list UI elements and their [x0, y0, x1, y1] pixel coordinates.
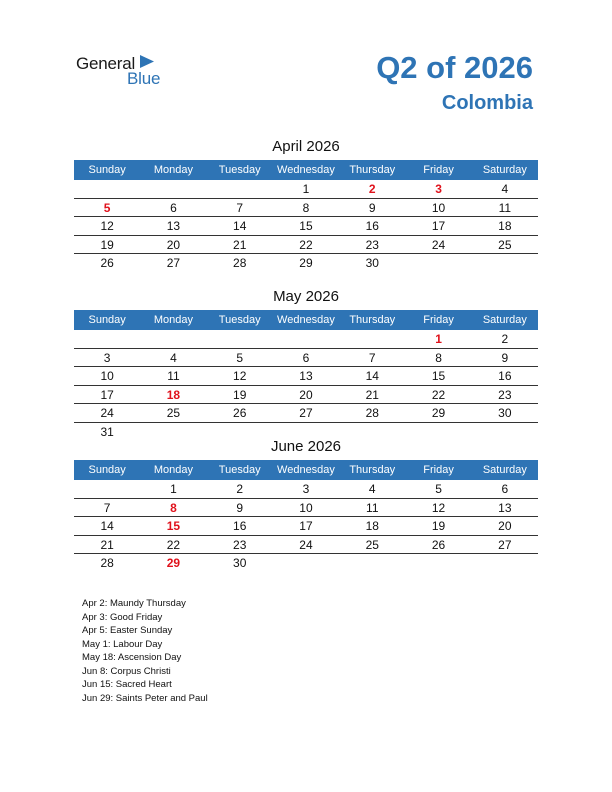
- day-cell: 22: [166, 537, 181, 552]
- day-cell: [74, 330, 140, 348]
- weekday-header-row: [74, 310, 538, 330]
- weekday-header: Tuesday: [218, 464, 261, 476]
- week-row: [74, 536, 538, 555]
- week-row: [74, 199, 538, 218]
- day-cell: 8: [435, 350, 442, 365]
- day-cell: 9: [368, 200, 376, 215]
- day-cell: 31: [100, 424, 114, 439]
- month-title: June 2026: [270, 438, 342, 455]
- holiday-day-cell: 8: [170, 500, 177, 515]
- month-april: [74, 138, 538, 273]
- day-cell: 7: [368, 350, 376, 365]
- day-cell: 20: [166, 237, 181, 252]
- holiday-item: Jun 29: Saints Peter and Paul: [82, 692, 208, 704]
- day-cell: 7: [103, 500, 111, 515]
- day-cell: 25: [365, 537, 379, 552]
- weekday-header: Saturday: [482, 314, 527, 326]
- weekday-header: Sunday: [88, 164, 126, 176]
- day-cell: 6: [302, 350, 310, 365]
- day-cell: 19: [431, 519, 446, 533]
- day-cell: 19: [100, 237, 114, 252]
- day-cell: 16: [498, 369, 512, 383]
- logo-text-blue: Blue: [127, 69, 161, 88]
- day-cell: 11: [366, 500, 379, 515]
- day-cell: 2: [236, 482, 244, 496]
- day-cell: [405, 254, 471, 273]
- weekday-header: Wednesday: [277, 314, 335, 326]
- holiday-day-cell: 29: [166, 556, 181, 570]
- week-row: [74, 180, 538, 199]
- week-row: [74, 367, 538, 386]
- holiday-day-cell: 1: [435, 332, 442, 346]
- day-cell: 6: [170, 200, 177, 215]
- day-cell: 9: [501, 350, 509, 365]
- day-cell: 14: [233, 219, 247, 233]
- month-may: [74, 288, 538, 441]
- day-cell: 30: [233, 556, 247, 570]
- day-cell: 25: [166, 406, 181, 420]
- week-row: [74, 554, 538, 573]
- day-cell: 23: [498, 387, 512, 402]
- day-cell: 15: [299, 219, 313, 233]
- page-title: Q2 of 2026: [376, 50, 533, 85]
- day-cell: [472, 254, 538, 273]
- day-cell: 4: [170, 350, 177, 365]
- day-cell: 16: [365, 219, 379, 233]
- day-cell: 18: [498, 219, 512, 233]
- holiday-list: [82, 597, 208, 705]
- day-cell: 10: [299, 500, 313, 515]
- day-cell: 23: [365, 237, 379, 252]
- day-cell: 12: [100, 219, 114, 233]
- day-cell: 14: [100, 519, 114, 533]
- day-cell: 13: [299, 369, 313, 383]
- day-cell: 11: [167, 369, 180, 383]
- day-cell: [140, 180, 206, 198]
- day-cell: 28: [233, 256, 247, 270]
- weekday-header-row: [74, 460, 538, 480]
- day-cell: 4: [501, 182, 509, 196]
- day-cell: 18: [365, 519, 379, 533]
- week-row: [74, 404, 538, 423]
- holiday-item: May 18: Ascension Day: [82, 652, 182, 663]
- weekday-header: Wednesday: [277, 164, 335, 176]
- weekday-header: Friday: [423, 464, 454, 476]
- day-cell: 11: [498, 200, 512, 215]
- holiday-day-cell: 5: [103, 200, 111, 215]
- day-cell: 19: [233, 387, 247, 402]
- holiday-item: Jun 8: Corpus Christi: [82, 665, 171, 677]
- day-cell: 29: [299, 256, 313, 270]
- day-cell: [140, 330, 206, 348]
- day-cell: 10: [100, 369, 114, 383]
- day-cell: [74, 180, 140, 198]
- day-cell: 8: [302, 200, 310, 215]
- day-cell: 21: [233, 237, 247, 252]
- day-cell: 13: [166, 219, 181, 233]
- month-title: April 2026: [272, 138, 340, 155]
- holiday-item: Apr 5: Easter Sunday: [82, 625, 173, 636]
- logo-text-general: General: [76, 54, 136, 73]
- weekday-header: Monday: [153, 164, 193, 176]
- day-cell: 26: [233, 406, 247, 420]
- day-cell: 24: [431, 237, 446, 252]
- weekday-header: Saturday: [482, 464, 527, 476]
- day-cell: 12: [233, 369, 247, 383]
- weekday-header: Thursday: [349, 464, 396, 476]
- week-row: [74, 386, 538, 405]
- weekday-header: Tuesday: [218, 314, 261, 326]
- day-cell: [472, 554, 538, 573]
- month-june: [74, 438, 538, 573]
- holiday-day-cell: 3: [435, 182, 442, 196]
- day-cell: [74, 480, 140, 498]
- day-cell: 4: [368, 482, 376, 496]
- weekday-header: Saturday: [482, 164, 527, 176]
- day-cell: 28: [100, 556, 114, 570]
- weekday-header: Thursday: [349, 314, 396, 326]
- day-cell: [339, 554, 405, 573]
- day-cell: 1: [302, 182, 310, 196]
- weekday-header: Monday: [153, 314, 193, 326]
- weekday-header: Friday: [423, 164, 454, 176]
- day-cell: 16: [233, 519, 247, 533]
- day-cell: 5: [236, 350, 244, 365]
- holiday-day-cell: 2: [368, 182, 376, 196]
- day-cell: 3: [302, 482, 310, 496]
- day-cell: 24: [299, 537, 313, 552]
- day-cell: 24: [100, 406, 114, 420]
- day-cell: 7: [236, 200, 244, 215]
- day-cell: 30: [498, 406, 512, 420]
- day-cell: 14: [365, 369, 379, 383]
- day-cell: [273, 554, 339, 573]
- day-cell: 20: [498, 519, 512, 533]
- day-cell: 25: [498, 237, 512, 252]
- holiday-day-cell: 18: [166, 387, 181, 402]
- holiday-item: Apr 2: Maundy Thursday: [82, 598, 186, 609]
- week-row: [74, 517, 538, 536]
- day-cell: 26: [431, 537, 446, 552]
- day-cell: 21: [365, 387, 379, 402]
- day-cell: 2: [501, 332, 509, 346]
- day-cell: 17: [100, 387, 114, 402]
- day-cell: [207, 180, 273, 198]
- week-row: [74, 217, 538, 236]
- day-cell: 12: [431, 500, 446, 515]
- weekday-header: Thursday: [349, 164, 396, 176]
- day-cell: 27: [299, 406, 313, 420]
- week-row: [74, 236, 538, 255]
- day-cell: 17: [299, 519, 313, 533]
- day-cell: 21: [100, 537, 114, 552]
- day-cell: 30: [365, 256, 379, 270]
- holiday-item: Apr 3: Good Friday: [82, 611, 163, 623]
- month-title: May 2026: [273, 288, 339, 305]
- day-cell: 3: [103, 350, 111, 365]
- page-subtitle: Colombia: [441, 92, 533, 114]
- weekday-header-row: [74, 160, 538, 180]
- day-cell: 10: [431, 200, 446, 215]
- logo-flag-icon: [140, 55, 154, 68]
- weekday-header: Tuesday: [218, 164, 261, 176]
- holiday-item: May 1: Labour Day: [82, 638, 163, 650]
- day-cell: 1: [170, 482, 177, 496]
- day-cell: [207, 330, 273, 348]
- day-cell: 26: [100, 256, 114, 270]
- day-cell: [405, 554, 471, 573]
- logo: [76, 52, 176, 92]
- weekday-header: Monday: [153, 464, 193, 476]
- weekday-header: Wednesday: [277, 464, 335, 476]
- day-cell: 20: [299, 387, 313, 402]
- weekday-header: Sunday: [88, 464, 126, 476]
- day-cell: [339, 330, 405, 348]
- day-cell: 27: [498, 537, 512, 552]
- day-cell: 15: [431, 369, 446, 383]
- day-cell: 22: [299, 237, 313, 252]
- day-cell: 27: [166, 256, 181, 270]
- week-row: [74, 349, 538, 368]
- day-cell: 13: [498, 500, 512, 515]
- day-cell: 5: [435, 482, 442, 496]
- day-cell: 17: [431, 219, 446, 233]
- week-row: [74, 254, 538, 273]
- day-cell: 9: [236, 500, 244, 515]
- day-cell: 28: [365, 406, 379, 420]
- week-row: [74, 480, 538, 499]
- day-cell: 6: [501, 482, 509, 496]
- weekday-header: Friday: [423, 314, 454, 326]
- holiday-day-cell: 15: [166, 519, 181, 533]
- week-row: [74, 330, 538, 349]
- weekday-header: Sunday: [88, 314, 126, 326]
- day-cell: 23: [233, 537, 247, 552]
- day-cell: [273, 330, 339, 348]
- holiday-item: Jun 15: Sacred Heart: [82, 679, 172, 690]
- day-cell: 29: [431, 406, 446, 420]
- day-cell: 22: [431, 387, 446, 402]
- week-row: [74, 499, 538, 518]
